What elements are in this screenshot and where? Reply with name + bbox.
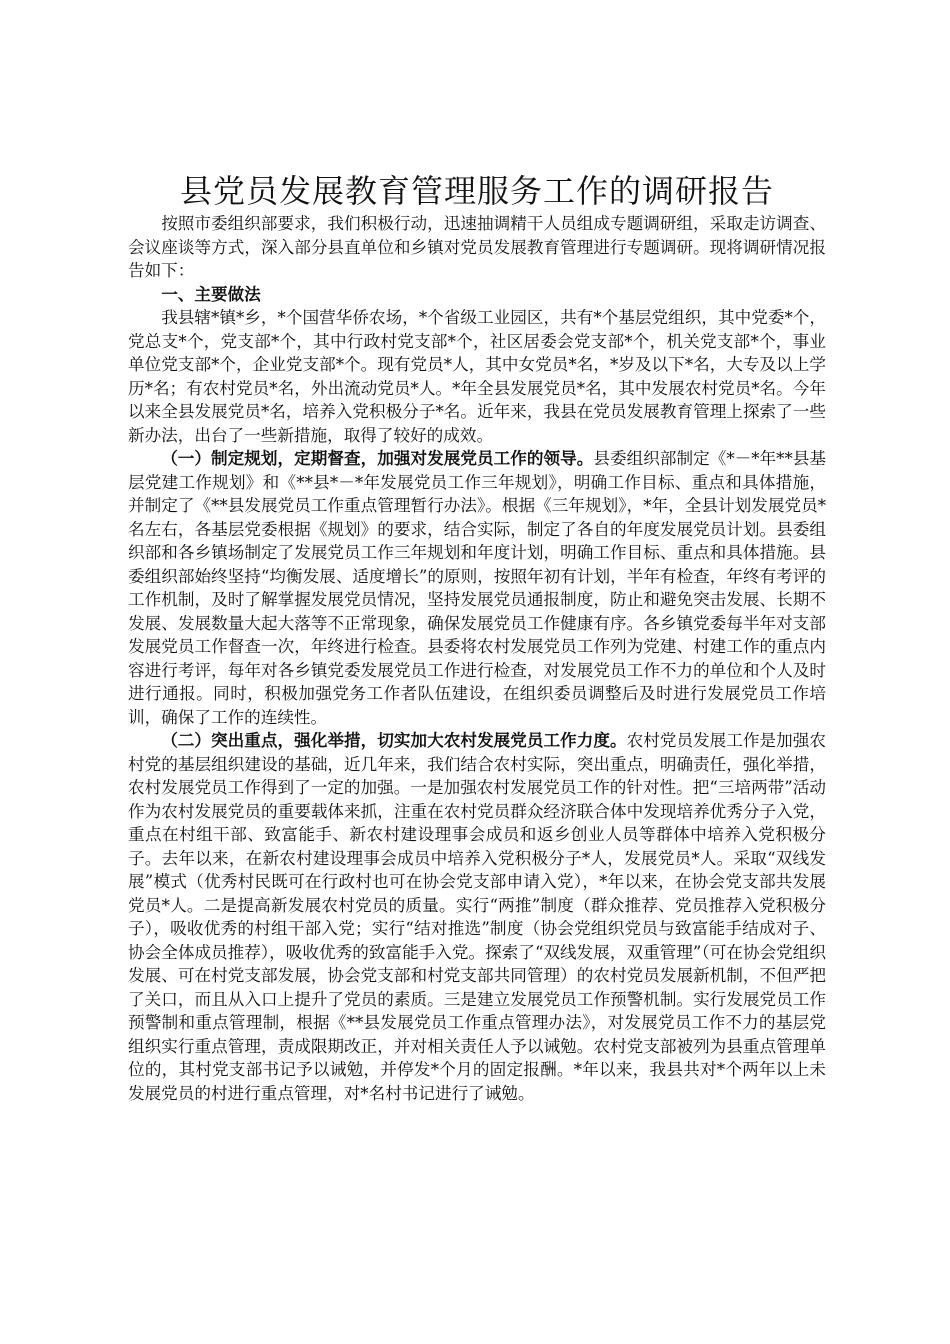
section-heading-main-practices: 一、主要做法 bbox=[161, 283, 261, 304]
item-1-body: 县委组织部制定《*－*年**县基层党建工作规划》和《**县*－*年发展党员工作三年规划》，明确工作目标、重点和具体措施，并制定了《**县发展党员工作重点管理暂行办法》。根据《三年规划》，*年，全县计划发展党员*名左右，各基层党委根据《规划》的要求，结合实际，制定了各自的年度发展党员计划。县委组织部和各乡镇场制定了发展党员工作三年规划和年度计划，明确工作目标、重点和具体措施。县委组织部始终坚持“均衡发展、适度增长”的原则，按照年初有计划，半年有检查，年终有考评的工作机制，及时了解掌握发展党员情况，坚持发展党员通报制度，防止和避免突击发展、长期不发展、发展数量大起大落等不正常现象，确保发展党员工作健康有序。各乡镇党委每半年对支部发展党员工作督查一次，年终进行检查。县委将农村发展党员工作列为党建、村建工作的重点内容进行考评，每年对各乡镇党委发展党员工作进行检查，对发展党员工作不力的单位和个人及时进行通报。同时，积极加强党务工作者队伍建设，在组织委员调整后及时进行发展党员工作培训，确保了工作的连续性。 bbox=[128, 449, 827, 727]
document-page bbox=[128, 170, 826, 1105]
item-2-lead: （二）突出重点，强化举措，切实加大农村发展党员工作力度。 bbox=[161, 730, 627, 750]
intro-paragraph: 按照市委组织部要求，我们积极行动，迅速抽调精干人员组成专题调研组，采取走访调查、会议座谈等方式，深入部分县直单位和乡镇对党员发展教育管理进行专题调研。现将调研情况报告如下： bbox=[128, 214, 826, 280]
item-1-paragraph bbox=[128, 447, 826, 729]
overview-paragraph: 我县辖*镇*乡，*个国营华侨农场，*个省级工业园区，共有*个基层党组织，其中党委*个，党总支*个，党支部*个，其中行政村党支部*个，社区居委会党支部*个，机关党支部*个，事业单位党支部*个，企业党支部*个。现有党员*人，其中女党员*名，*岁及以下*名，大专及以上学历*名；有农村党员*名，外出流动党员*人。*年全县发展党员*名，其中发展农村党员*名。今年以来全县发展党员*名，培养入党积极分子*名。近年来，我县在党员发展教育管理上探索了一些新办法，出台了一些新措施，取得了较好的成效。 bbox=[128, 308, 826, 445]
item-2-paragraph bbox=[128, 729, 826, 1105]
document-title: 县党员发展教育管理服务工作的调研报告 bbox=[179, 172, 774, 210]
item-1-lead: （一）制定规划，定期督查，加强对发展党员工作的领导。 bbox=[161, 448, 594, 468]
item-2-body: 农村党员发展工作是加强农村党的基层组织建设的基础，近几年来，我们结合农村实际，突出重点，明确责任，强化举措，农村发展党员工作得到了一定的加强。一是加强农村发展党员工作的针对性。把“三培两带”活动作为农村发展党员的重要载体来抓，注重在农村党员群众经济联合体中发现培养优秀分子入党，重点在村组干部、致富能手、新农村建设理事会成员和返乡创业人员等群体中培养入党积极分子。去年以来，在新农村建设理事会成员中培养入党积极分子*人，发展党员*人。采取“双线发展”模式（优秀村民既可在行政村也可在协会党支部申请入党），*年以来，在协会党支部共发展党员*人。二是提高新发展农村党员的质量。实行“两推”制度（群众推荐、党员推荐入党积极分子），吸收优秀的村组干部入党；实行“结对推选”制度（协会党组织党员与致富能手结成对子、协会全体成员推荐），吸收优秀的致富能手入党。探索了“双线发展，双重管理”（可在协会党组织发展、可在村党支部发展，协会党支部和村党支部共同管理）的农村党员发展新机制，不但严把了关口，而且从入口上提升了党员的素质。三是建立发展党员工作预警机制。实行发展党员工作预警制和重点管理制，根据《**县发展党员工作重点管理办法》，对发展党员工作不力的基层党组织实行重点管理，责成限期改正，并对相关责任人予以诫勉。农村党支部被列为县重点管理单位的，其村党支部书记予以诫勉，并停发*个月的固定报酬。*年以来，我县共对*个两年以上未发展党员的村进行重点管理，对*名村书记进行了诫勉。 bbox=[128, 731, 827, 1103]
